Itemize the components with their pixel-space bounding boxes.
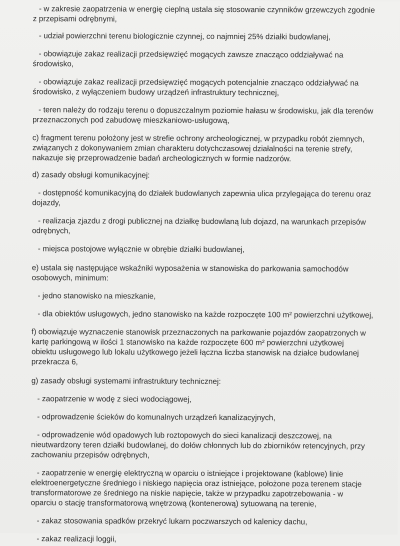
text-line: odrębnych,: [31, 226, 71, 236]
paragraph: [31, 468, 386, 510]
text-line: nieutwardzony teren działki budowlanej, do dołów chłonnych lub do zbiorników retencyjnych, przy: [31, 440, 365, 451]
text-line: zachowaniu przepisów odrębnych,: [30, 450, 150, 460]
document-body: [31, 4, 388, 546]
text-line: - dostępność komunikacyjną do działek budowlanych zapewnia ulica przylegająca do terenu oraz: [38, 188, 372, 199]
paragraph: [32, 244, 387, 256]
text-line: c) fragment terenu położony jest w strefie ochrony archeologicznej, w przypadku robót ziemnych,: [32, 133, 365, 144]
text-line: - odprowadzenie wód opadowych lub roztopowych do sieci kanalizacji deszczowej, na: [37, 430, 332, 441]
text-line: - zaopatrzenie w wodę z sieci wodociągowej,: [37, 394, 192, 404]
paragraph: [32, 263, 387, 285]
text-line: przekracza 6,: [31, 357, 78, 367]
text-line: g) zasady obsługi systemami infrastruktury technicznej:: [31, 376, 221, 386]
text-line: e) ustala się następujące wskaźniki wyposażenia w stanowiska do parkowania samochodów: [31, 263, 349, 274]
paragraph: [33, 49, 388, 71]
paragraph: [32, 105, 387, 127]
paragraph: [32, 216, 387, 238]
text-line: - jedno stanowisko na mieszkanie,: [37, 291, 156, 301]
text-line: osobowych, minimum:: [31, 273, 109, 283]
text-line: - miejsca postojowe wyłącznie w obrębie działki budowlanej,: [37, 244, 245, 255]
text-line: elektroenergetyczne średniego i niskiego napięcia oraz istniejące, położone poza terenem stacje: [30, 478, 362, 489]
paragraph: [32, 188, 387, 210]
paragraph: [32, 309, 387, 321]
text-line: środowisko, z wyłączeniem budowy urządzeń infrastruktury technicznej,: [32, 87, 280, 98]
text-line: obiektu usługowego lub lokalu użytkowego jeżeli łączna liczba stanowisk na działce budowlanej: [31, 347, 359, 358]
paragraph: [31, 412, 386, 424]
text-line: - realizacja zjazdu z drogi publicznej na działkę budowlaną lub dojazd, na warunkach przepisów: [38, 216, 366, 227]
paragraph: [33, 77, 388, 99]
paragraph: [31, 327, 386, 369]
paragraph: [33, 4, 388, 26]
text-line: - odprowadzenie ścieków do komunalnych urządzeń kanalizacyjnych,: [37, 412, 276, 423]
paragraph: [31, 376, 386, 388]
paragraph: [31, 430, 386, 462]
paragraph: [31, 516, 386, 528]
text-line: - zakaz stosowania spadków przekryć lukarn poczwarszych od kalenicy dachu,: [36, 516, 308, 527]
text-line: - zaopatrzenie w energię elektryczną w oparciu o istniejące i projektowane (kablowe) linie: [36, 468, 344, 479]
text-line: dojazdy,: [32, 198, 61, 208]
text-line: - obowiązuje zakaz realizacji przedsięwzięć mogących potencjalnie znacząco oddziaływać na: [38, 77, 359, 88]
text-line: transformatorowe ze średniego na niskie napięcie, także w przypadku zapotrzebowania - w: [30, 488, 344, 499]
text-line: f) obowiązuje wyznaczenie stanowisk przeznaczonych na parkowanie pojazdów zaopatrzonych w: [31, 327, 366, 338]
text-line: - teren należy do rodzaju terenu o dopuszczalnym poziomie hałasu w środowisku, jak dla terenów: [38, 105, 374, 116]
text-line: - dla obiektów usługowych, jedno stanowisko na każde rozpoczęte 100 m² powierzchni użytkowej,: [37, 309, 374, 320]
text-line: przeznaczonych pod zabudowę mieszkaniowo-usługową,: [32, 115, 230, 126]
text-line: środowisko,: [32, 59, 74, 69]
paragraph: [33, 31, 388, 43]
text-line: - obowiązuje zakaz realizacji przedsięwzięć mogących zawsze znacząco oddziaływać na: [38, 49, 344, 60]
text-line: - zakaz realizacji loggii,: [36, 534, 117, 544]
text-line: nakazuje się przeprowadzenie badań archeologicznych w formie nadzorów.: [32, 153, 292, 164]
text-line: z przepisami odrębnymi,: [32, 14, 117, 24]
text-line: związanych z dokonywaniem zmian charakteru dotychczasowej działalności na terenie strefy,: [32, 143, 353, 154]
text-line: - udział powierzchni terenu biologicznie czynnej, co najmniej 25% działki budowlanej,: [38, 31, 331, 42]
paragraph: [31, 534, 386, 546]
text-line: - w zakresie zaopatrzenia w energię cieplną ustala się stosowanie czynników grzewczych zgodnie: [38, 4, 375, 15]
text-line: kartę parkingową w ilości 1 stanowisko na każde rozpoczęte 600 m² powierzchni użytkowej: [31, 337, 344, 348]
paragraph: [32, 133, 387, 165]
text-line: d) zasady obsługi komunikacyjnej:: [32, 170, 150, 180]
text-line: oparciu o stację transformatorową wnętrzową (kontenerową) sytuowaną na terenie,: [30, 498, 317, 509]
